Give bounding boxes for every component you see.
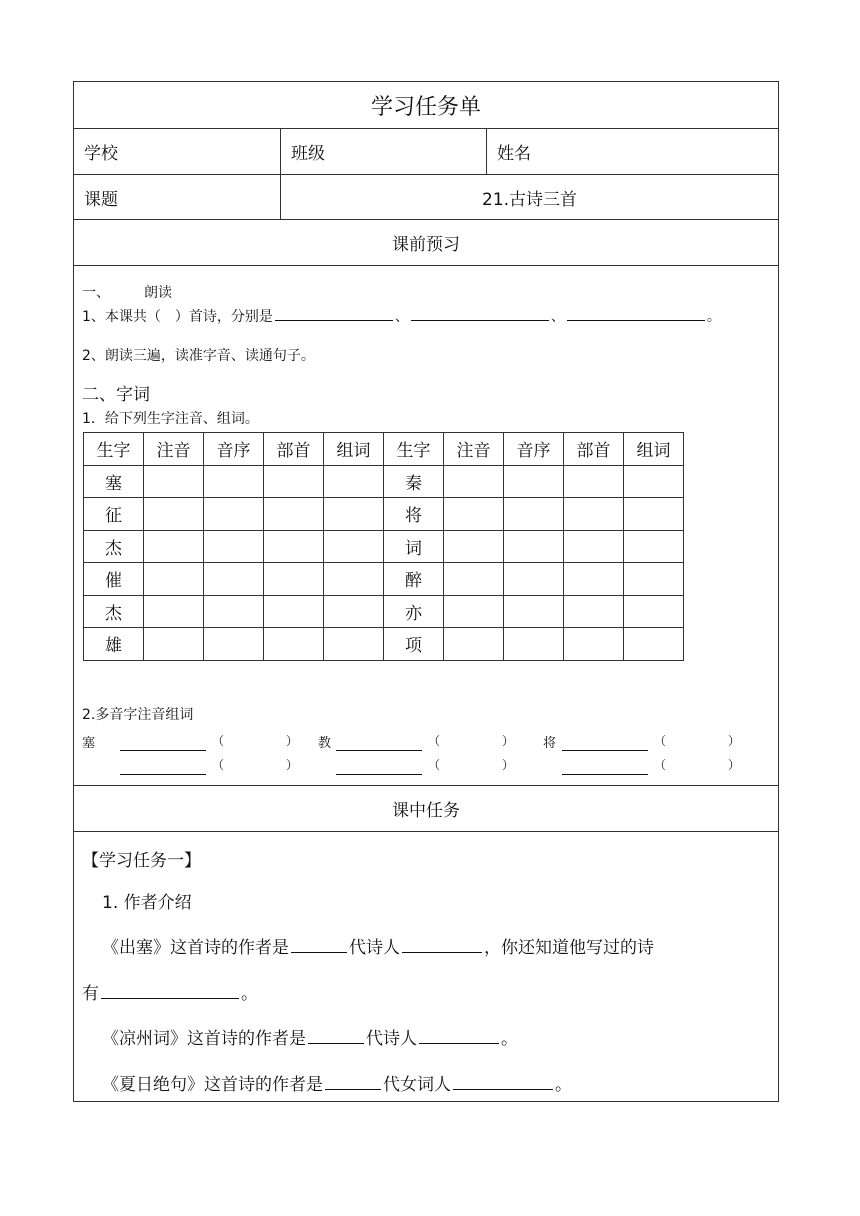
char-cell: 亦 xyxy=(384,595,444,628)
preview-heading: 课前预习 xyxy=(74,220,778,266)
author-line-text: 《夏日绝句》这首诗的作者是 xyxy=(102,1075,323,1095)
header-cell: 部首 xyxy=(264,433,324,466)
answer-blank[interactable] xyxy=(120,749,206,751)
input-cell[interactable] xyxy=(264,530,324,563)
input-cell[interactable] xyxy=(204,465,264,498)
header-cell: 音序 xyxy=(504,433,564,466)
header-cell: 组词 xyxy=(324,433,384,466)
paren-close: ） xyxy=(285,734,298,748)
answer-blank[interactable] xyxy=(308,1042,364,1044)
table-row xyxy=(84,628,684,661)
question-poem-count xyxy=(82,306,721,326)
input-cell[interactable] xyxy=(444,530,504,563)
read-section-title: 朗读 xyxy=(144,285,172,301)
input-cell[interactable] xyxy=(504,530,564,563)
input-cell[interactable] xyxy=(324,628,384,661)
pinyin-paren[interactable] xyxy=(654,732,740,749)
author-line-text: 《出塞》这首诗的作者是 xyxy=(102,938,289,958)
author-line-text: 代女词人 xyxy=(383,1075,451,1095)
table-header-row xyxy=(84,433,684,466)
input-cell[interactable] xyxy=(144,465,204,498)
char-cell: 征 xyxy=(84,498,144,531)
polyphone-char: 将 xyxy=(543,736,557,751)
period: 。 xyxy=(706,309,721,325)
sheet-title: 学习任务单 xyxy=(370,94,481,120)
answer-blank[interactable] xyxy=(419,1042,499,1044)
author-line-text: 《凉州词》这首诗的作者是 xyxy=(102,1029,306,1049)
class-label: 班级 xyxy=(280,129,486,174)
input-cell[interactable] xyxy=(624,563,684,596)
char-cell: 秦 xyxy=(384,465,444,498)
input-cell[interactable] xyxy=(624,530,684,563)
input-cell[interactable] xyxy=(504,628,564,661)
answer-blank[interactable] xyxy=(402,951,482,953)
author-line-text: 有 xyxy=(82,984,99,1004)
paren-close: ） xyxy=(285,758,298,772)
paren-open: （ xyxy=(654,758,667,772)
input-cell[interactable] xyxy=(444,595,504,628)
polyphone-row-1 xyxy=(82,732,772,752)
table-row xyxy=(84,530,684,563)
paren-open: （ xyxy=(212,758,225,772)
char-cell: 将 xyxy=(384,498,444,531)
polyphone-title: 2.多音字注音组词 xyxy=(82,707,194,723)
answer-blank[interactable] xyxy=(453,1088,553,1090)
input-cell[interactable] xyxy=(624,595,684,628)
question-read-aloud: 2、朗读三遍，读准字音、读通句子。 xyxy=(82,348,315,364)
input-cell[interactable] xyxy=(564,628,624,661)
header-cell: 生字 xyxy=(384,433,444,466)
question-poem-count-text: 1、本课共（ ）首诗，分别是 xyxy=(82,309,273,325)
author-line-text: 代诗人 xyxy=(366,1029,417,1049)
input-cell[interactable] xyxy=(564,498,624,531)
pinyin-paren[interactable] xyxy=(428,732,514,749)
topic-row xyxy=(74,175,778,220)
input-cell[interactable] xyxy=(204,498,264,531)
school-label: 学校 xyxy=(84,144,118,164)
author-line-liangzhouci xyxy=(102,1024,518,1049)
input-cell[interactable] xyxy=(444,465,504,498)
pinyin-paren[interactable] xyxy=(654,756,740,773)
answer-blank[interactable] xyxy=(291,951,347,953)
answer-blank[interactable] xyxy=(411,319,549,321)
input-cell[interactable] xyxy=(444,563,504,596)
char-cell: 杰 xyxy=(84,530,144,563)
input-cell[interactable] xyxy=(144,563,204,596)
period: 。 xyxy=(241,984,258,1004)
inclass-heading: 课中任务 xyxy=(74,786,778,832)
input-cell[interactable] xyxy=(504,595,564,628)
author-line-text: 代诗人 xyxy=(349,938,400,958)
paren-close: ） xyxy=(727,734,740,748)
period: 。 xyxy=(501,1029,518,1049)
char-table xyxy=(83,432,684,661)
author-line-xiarijueju xyxy=(102,1070,572,1095)
vocab-section-title: 二、字词 xyxy=(82,385,150,405)
input-cell[interactable] xyxy=(324,465,384,498)
input-cell[interactable] xyxy=(264,595,324,628)
input-cell[interactable] xyxy=(144,498,204,531)
input-cell[interactable] xyxy=(624,498,684,531)
char-cell: 醉 xyxy=(384,563,444,596)
header-cell: 部首 xyxy=(564,433,624,466)
input-cell[interactable] xyxy=(204,530,264,563)
input-cell[interactable] xyxy=(324,530,384,563)
task-title: 【学习任务一】 xyxy=(82,851,201,871)
topic-value: 21.古诗三首 xyxy=(280,175,778,219)
answer-blank[interactable] xyxy=(562,773,648,775)
input-cell[interactable] xyxy=(564,530,624,563)
table-row xyxy=(84,563,684,596)
input-cell[interactable] xyxy=(624,628,684,661)
input-cell[interactable] xyxy=(504,465,564,498)
input-cell[interactable] xyxy=(324,498,384,531)
separator: 、 xyxy=(550,309,565,325)
input-cell[interactable] xyxy=(264,498,324,531)
info-row xyxy=(74,129,778,175)
input-cell[interactable] xyxy=(504,498,564,531)
input-cell[interactable] xyxy=(144,628,204,661)
input-cell[interactable] xyxy=(564,563,624,596)
answer-blank[interactable] xyxy=(275,319,393,321)
author-line-chusai xyxy=(102,933,654,958)
paren-open: （ xyxy=(654,734,667,748)
separator: 、 xyxy=(394,309,409,325)
input-cell[interactable] xyxy=(324,595,384,628)
header-cell: 注音 xyxy=(144,433,204,466)
task-sheet xyxy=(73,81,779,1102)
name-label: 姓名 xyxy=(486,129,778,174)
input-cell[interactable] xyxy=(444,498,504,531)
input-cell[interactable] xyxy=(564,595,624,628)
input-cell[interactable] xyxy=(204,595,264,628)
period: 。 xyxy=(555,1075,572,1095)
char-cell: 词 xyxy=(384,530,444,563)
input-cell[interactable] xyxy=(144,530,204,563)
input-cell[interactable] xyxy=(264,465,324,498)
polyphone-char: 塞 xyxy=(82,736,96,751)
question-chars: 1．给下列生字注音、组词。 xyxy=(82,411,259,427)
input-cell[interactable] xyxy=(444,628,504,661)
char-cell: 催 xyxy=(84,563,144,596)
char-cell: 杰 xyxy=(84,595,144,628)
table-row xyxy=(84,498,684,531)
title-row xyxy=(74,82,778,129)
header-cell: 注音 xyxy=(444,433,504,466)
author-line-text: ，你还知道他写过的诗 xyxy=(484,938,654,958)
topic-label: 课题 xyxy=(84,189,118,210)
paren-close: ） xyxy=(727,758,740,772)
answer-blank[interactable] xyxy=(336,773,422,775)
polyphone-char: 教 xyxy=(318,736,332,751)
answer-blank[interactable] xyxy=(325,1088,381,1090)
read-section-number: 一、 xyxy=(82,285,110,301)
read-section-heading xyxy=(82,282,172,302)
pinyin-paren[interactable] xyxy=(428,756,514,773)
preview-section xyxy=(74,266,778,786)
char-cell: 塞 xyxy=(84,465,144,498)
pinyin-paren[interactable] xyxy=(212,732,298,749)
input-cell[interactable] xyxy=(564,465,624,498)
input-cell[interactable] xyxy=(144,595,204,628)
char-cell: 雄 xyxy=(84,628,144,661)
input-cell[interactable] xyxy=(204,628,264,661)
answer-blank[interactable] xyxy=(120,773,206,775)
table-row xyxy=(84,465,684,498)
pinyin-paren[interactable] xyxy=(212,756,298,773)
input-cell[interactable] xyxy=(204,563,264,596)
answer-blank[interactable] xyxy=(567,319,705,321)
table-row xyxy=(84,595,684,628)
input-cell[interactable] xyxy=(324,563,384,596)
input-cell[interactable] xyxy=(624,465,684,498)
author-line-other-poems xyxy=(82,979,258,1004)
paren-open: （ xyxy=(428,734,441,748)
author-intro-item: 1. 作者介绍 xyxy=(102,893,192,913)
answer-blank[interactable] xyxy=(562,749,648,751)
input-cell[interactable] xyxy=(264,563,324,596)
paren-close: ） xyxy=(501,734,514,748)
input-cell[interactable] xyxy=(504,563,564,596)
paren-close: ） xyxy=(501,758,514,772)
answer-blank[interactable] xyxy=(101,997,239,999)
paren-open: （ xyxy=(428,758,441,772)
paren-open: （ xyxy=(212,734,225,748)
input-cell[interactable] xyxy=(264,628,324,661)
header-cell: 生字 xyxy=(84,433,144,466)
header-cell: 音序 xyxy=(204,433,264,466)
polyphone-row-2 xyxy=(82,756,772,776)
char-cell: 项 xyxy=(384,628,444,661)
answer-blank[interactable] xyxy=(336,749,422,751)
header-cell: 组词 xyxy=(624,433,684,466)
